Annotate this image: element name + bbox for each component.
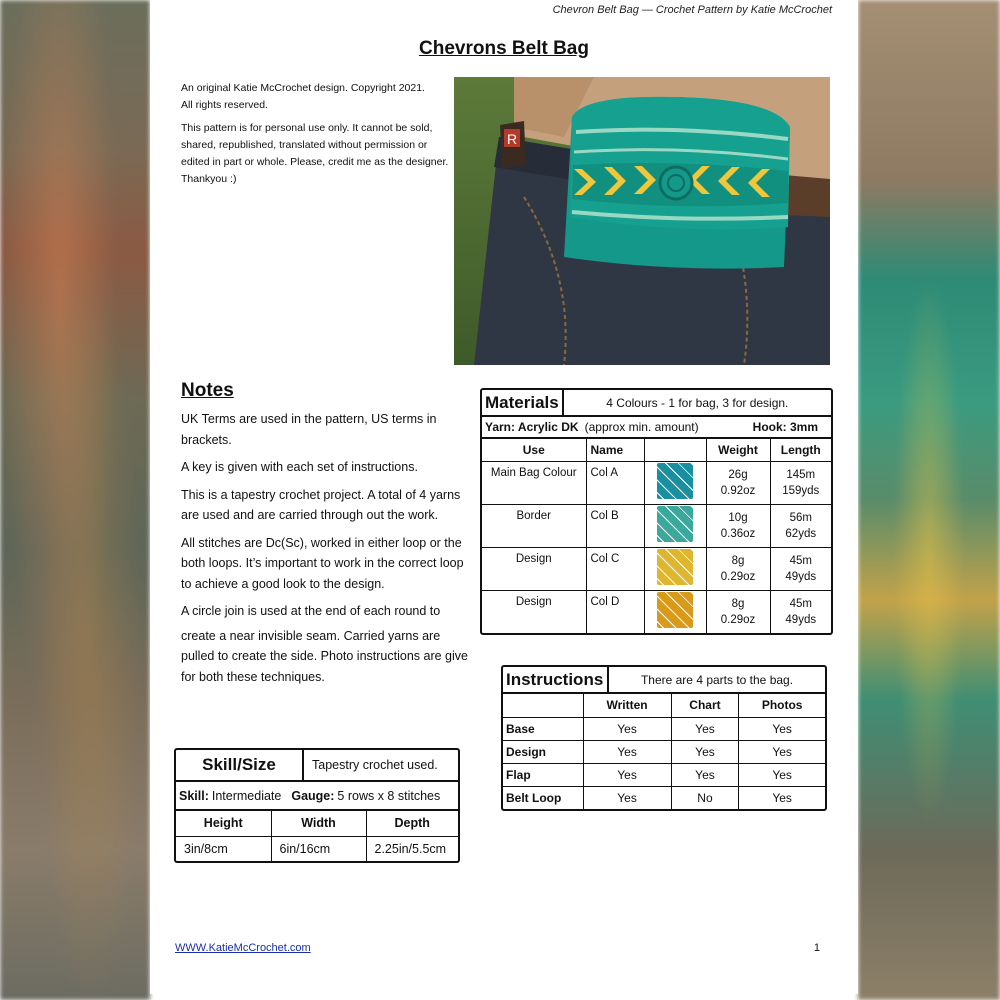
blurred-background-right <box>858 0 1000 1000</box>
weight-grams: 10g <box>728 511 748 524</box>
yarn-name: Col A <box>586 461 644 504</box>
photos-value: Yes <box>739 717 825 740</box>
yarn-swatch <box>657 592 693 628</box>
table-row <box>482 547 831 590</box>
yarn-weight <box>706 547 770 590</box>
yarn-weight <box>706 461 770 504</box>
gauge-key: Gauge: <box>291 788 335 803</box>
part-name: Flap <box>503 763 583 786</box>
yarn-swatch <box>657 506 693 542</box>
materials-table <box>480 388 833 635</box>
copyright-line-1: An original Katie McCrochet design. Copyright 2021. <box>181 82 425 94</box>
part-name: Base <box>503 717 583 740</box>
skill-value: Intermediate <box>211 788 282 803</box>
column-header: Width <box>271 811 366 836</box>
weight-ounces: 0.92oz <box>720 484 756 497</box>
yarn-use: Main Bag Colour <box>482 461 586 504</box>
length-metres: 56m <box>789 511 812 524</box>
written-value: Yes <box>583 740 671 763</box>
table-row <box>503 786 825 809</box>
instructions-table <box>501 665 827 811</box>
column-header: Name <box>586 439 644 461</box>
copyright-line-2: All rights reserved. <box>181 99 268 111</box>
column-header: Photos <box>739 694 825 717</box>
length-yards: 49yds <box>785 570 817 583</box>
swatch-cell <box>644 504 706 547</box>
yarn-length <box>770 590 831 633</box>
skill-note: Tapestry crochet used. <box>312 758 438 772</box>
note-paragraph: This is a tapestry crochet project. A total of 4 yarns are used and are carried through out the work. <box>181 487 461 522</box>
note-paragraph: All stitches are Dc(Sc), worked in either loop or the both loops. It’s important to work in the correct loop to achieve a good look to the design. <box>181 535 464 591</box>
depth-value: 2.25in/5.5cm <box>374 841 447 856</box>
column-header: Chart <box>671 694 739 717</box>
written-value: Yes <box>583 717 671 740</box>
weight-ounces: 0.29oz <box>720 570 756 583</box>
chart-value: Yes <box>671 740 739 763</box>
hook-size: Hook: 3mm <box>752 420 818 434</box>
skill-label: Skill/Size <box>176 750 304 780</box>
materials-summary: 4 Colours - 1 for bag, 3 for design. <box>606 395 789 410</box>
weight-ounces: 0.36oz <box>720 527 756 540</box>
width-value: 6in/16cm <box>271 836 366 861</box>
blurred-background-left <box>0 0 150 1000</box>
table-row <box>482 504 831 547</box>
table-row <box>503 763 825 786</box>
column-header <box>503 694 583 717</box>
written-value: Yes <box>583 763 671 786</box>
yarn-use: Design <box>482 590 586 633</box>
page-number: 1 <box>813 942 820 954</box>
table-header-row <box>176 811 458 836</box>
weight-grams: 8g <box>731 597 745 610</box>
column-header: Length <box>770 439 831 461</box>
yarn-swatch <box>657 549 693 585</box>
height-value: 3in/8cm <box>176 836 271 861</box>
yarn-use: Border <box>482 504 586 547</box>
notes-heading: Notes <box>181 380 234 401</box>
skill-size-table <box>174 748 460 863</box>
yarn-name: Col D <box>586 590 644 633</box>
table-header-row <box>503 694 825 717</box>
chart-value: Yes <box>671 717 739 740</box>
page-title: Chevrons Belt Bag <box>419 38 589 59</box>
website-link[interactable]: WWW.KatieMcCrochet.com <box>175 942 311 954</box>
photos-value: Yes <box>772 790 792 805</box>
belt-bag-illustration <box>454 77 830 365</box>
materials-yarn-row <box>482 417 831 439</box>
note-paragraph: A key is given with each set of instructions. <box>181 460 418 474</box>
photos-value: Yes <box>739 740 825 763</box>
length-yards: 62yds <box>785 527 817 540</box>
column-header: Use <box>482 439 586 461</box>
length-yards: 159yds <box>782 484 820 497</box>
weight-grams: 26g <box>728 468 748 481</box>
table-row <box>503 740 825 763</box>
svg-text:R: R <box>507 131 518 147</box>
skill-header <box>176 750 458 782</box>
yarn-type: Yarn: Acrylic DK <box>485 420 579 434</box>
length-metres: 45m <box>789 597 812 610</box>
table-row <box>503 717 825 740</box>
materials-header <box>482 390 831 417</box>
note-paragraph: create a near invisible seam. Carried yarns are pulled to create the side. Photo instructions are give for both these techniques. <box>181 628 468 684</box>
yarn-use: Design <box>482 547 586 590</box>
swatch-cell <box>644 461 706 504</box>
length-metres: 145m <box>786 468 816 481</box>
yarn-weight <box>706 590 770 633</box>
instructions-header <box>503 667 825 694</box>
notes-body <box>181 409 471 694</box>
length-metres: 45m <box>789 554 812 567</box>
written-value: Yes <box>583 786 671 809</box>
length-yards: 49yds <box>785 613 817 626</box>
instructions-grid <box>503 694 825 809</box>
size-grid <box>176 811 458 861</box>
yarn-length <box>770 504 831 547</box>
instructions-summary: There are 4 parts to the bag. <box>640 672 794 687</box>
table-row <box>482 590 831 633</box>
chart-value: Yes <box>671 763 739 786</box>
skill-gauge-row <box>176 782 458 811</box>
table-row <box>176 836 458 861</box>
chart-value: No <box>671 786 739 809</box>
yarn-amount-note: (approx min. amount) <box>584 420 699 434</box>
column-header: Written <box>583 694 671 717</box>
materials-label: Materials <box>482 390 564 415</box>
weight-ounces: 0.29oz <box>720 613 756 626</box>
belt-bag-photo <box>454 77 830 365</box>
column-header: Depth <box>366 811 458 836</box>
pattern-page <box>150 0 858 994</box>
yarn-length <box>770 461 831 504</box>
table-row <box>482 461 831 504</box>
column-header: Height <box>176 811 271 836</box>
yarn-swatch <box>657 463 693 499</box>
gauge-value: 5 rows x 8 stitches <box>337 788 441 803</box>
weight-grams: 8g <box>731 554 745 567</box>
swatch-cell <box>644 590 706 633</box>
yarn-weight <box>706 504 770 547</box>
yarn-length <box>770 547 831 590</box>
intro-text <box>181 80 451 194</box>
instructions-label: Instructions <box>503 667 609 692</box>
column-header: Weight <box>706 439 770 461</box>
running-header: Chevron Belt Bag — Crochet Pattern by Katie McCrochet <box>552 4 832 16</box>
copyright-text <box>181 80 451 114</box>
part-name: Belt Loop <box>503 786 583 809</box>
yarn-name: Col B <box>586 504 644 547</box>
table-header-row <box>482 439 831 461</box>
materials-grid <box>482 439 831 633</box>
yarn-name: Col C <box>586 547 644 590</box>
column-header <box>644 439 706 461</box>
part-name: Design <box>503 740 583 763</box>
note-paragraph: A circle join is used at the end of each round to <box>181 604 441 618</box>
photos-value: Yes <box>739 763 825 786</box>
swatch-cell <box>644 547 706 590</box>
note-paragraph: UK Terms are used in the pattern, US terms in brackets. <box>181 412 437 447</box>
usage-text: This pattern is for personal use only. It cannot be sold, shared, republished, translated without permission or edited in part or whole. Please, credit me as the designer. Thankyou :) <box>181 122 449 185</box>
skill-key: Skill: <box>179 788 209 803</box>
